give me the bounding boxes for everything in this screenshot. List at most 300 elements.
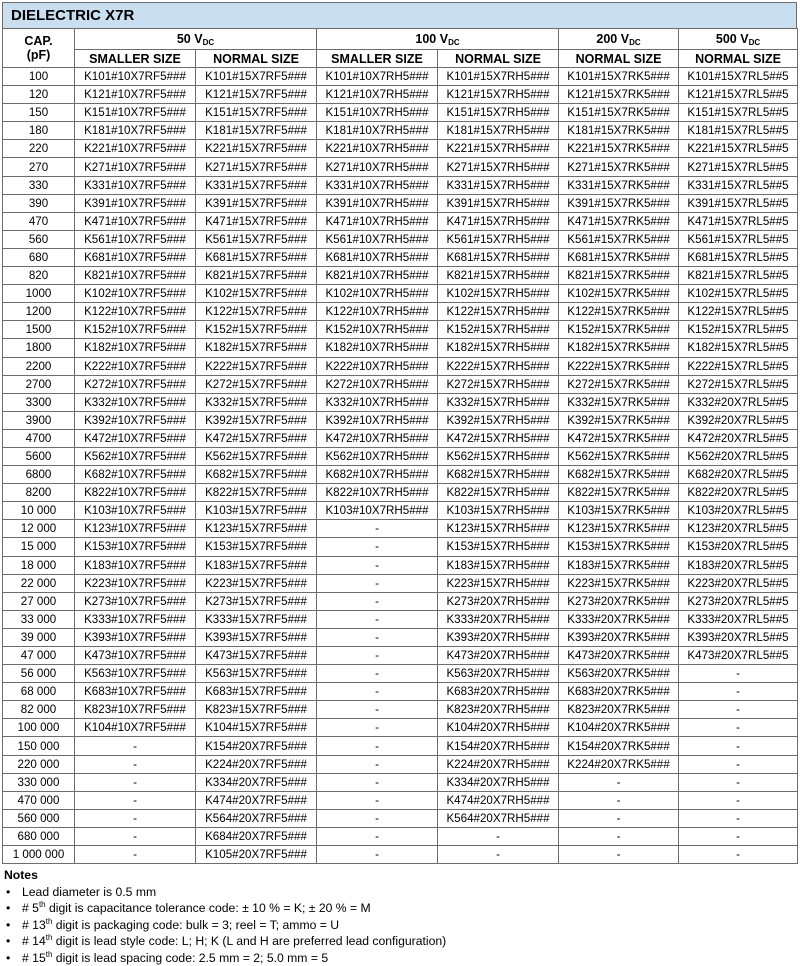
- cap-header-line1: CAP.: [3, 34, 74, 48]
- part-number-cell: -: [438, 827, 559, 845]
- part-number-cell: -: [75, 846, 196, 864]
- part-number-cell: K472#15X7RF5###: [196, 429, 317, 447]
- part-number-cell: K222#15X7RH5###: [438, 357, 559, 375]
- part-number-cell: K122#15X7RF5###: [196, 303, 317, 321]
- part-number-cell: K332#15X7RF5###: [196, 393, 317, 411]
- table-row: [3, 719, 798, 737]
- table-row: [3, 484, 798, 502]
- voltage-unit-sub: DC: [629, 38, 641, 47]
- part-number-cell: K331#10X7RH5###: [317, 176, 438, 194]
- part-number-cell: K681#10X7RH5###: [317, 248, 438, 266]
- part-number-cell: K681#15X7RH5###: [438, 248, 559, 266]
- part-number-cell: K182#10X7RH5###: [317, 339, 438, 357]
- capacitance-cell: 39 000: [3, 628, 75, 646]
- part-number-cell: K823#15X7RF5###: [196, 701, 317, 719]
- part-number-cell: K102#15X7RH5###: [438, 285, 559, 303]
- part-number-cell: K152#15X7RF5###: [196, 321, 317, 339]
- table-row: [3, 104, 798, 122]
- part-number-cell: K682#10X7RH5###: [317, 466, 438, 484]
- capacitance-cell: 100: [3, 68, 75, 86]
- part-number-cell: K681#15X7RK5###: [559, 248, 679, 266]
- part-number-cell: K101#15X7RH5###: [438, 68, 559, 86]
- part-number-cell: K332#10X7RF5###: [75, 393, 196, 411]
- part-number-cell: K121#10X7RF5###: [75, 86, 196, 104]
- voltage-unit: V: [194, 32, 202, 46]
- x7r-table-container: [2, 2, 797, 864]
- note-text: # 13: [22, 918, 46, 932]
- part-number-cell: K821#15X7RH5###: [438, 267, 559, 285]
- part-number-cell: K331#15X7RF5###: [196, 176, 317, 194]
- voltage-value: 100: [415, 32, 436, 46]
- part-number-cell: K471#10X7RH5###: [317, 212, 438, 230]
- part-number-cell: K103#10X7RF5###: [75, 502, 196, 520]
- cap-header-line2: (pF): [3, 48, 74, 62]
- part-number-cell: -: [75, 827, 196, 845]
- size-header: SMALLER SIZE: [317, 50, 438, 68]
- voltage-unit-sub: DC: [448, 38, 460, 47]
- part-number-cell: K272#15X7RF5###: [196, 375, 317, 393]
- part-number-cell: -: [317, 520, 438, 538]
- table-row: [3, 737, 798, 755]
- part-number-cell: K122#15X7RH5###: [438, 303, 559, 321]
- table-body: [3, 68, 798, 864]
- part-number-cell: K151#15X7RH5###: [438, 104, 559, 122]
- part-number-cell: K222#15X7RL5##5: [679, 357, 798, 375]
- part-number-cell: K332#15X7RH5###: [438, 393, 559, 411]
- capacitance-cell: 470 000: [3, 791, 75, 809]
- capacitance-cell: 150: [3, 104, 75, 122]
- note-text: Lead diameter is 0.5 mm: [22, 885, 156, 899]
- table-row: [3, 140, 798, 158]
- table-row: [3, 827, 798, 845]
- table-row: [3, 176, 798, 194]
- part-number-cell: K332#10X7RH5###: [317, 393, 438, 411]
- part-number-cell: K104#20X7RK5###: [559, 719, 679, 737]
- table-row: [3, 393, 798, 411]
- part-number-cell: K221#10X7RH5###: [317, 140, 438, 158]
- table-row: [3, 665, 798, 683]
- part-number-cell: K273#20X7RK5###: [559, 592, 679, 610]
- part-number-cell: K333#10X7RF5###: [75, 610, 196, 628]
- notes-title: Notes: [4, 867, 446, 884]
- part-number-cell: K123#20X7RL5##5: [679, 520, 798, 538]
- part-number-cell: K222#10X7RH5###: [317, 357, 438, 375]
- capacitance-cell: 680: [3, 248, 75, 266]
- part-number-cell: -: [317, 665, 438, 683]
- part-number-cell: K821#10X7RH5###: [317, 267, 438, 285]
- size-header: NORMAL SIZE: [679, 50, 798, 68]
- table-row: [3, 592, 798, 610]
- part-number-cell: K122#15X7RL5##5: [679, 303, 798, 321]
- part-number-cell: -: [317, 737, 438, 755]
- part-number-cell: K105#20X7RF5###: [196, 846, 317, 864]
- part-number-cell: K221#15X7RF5###: [196, 140, 317, 158]
- part-number-cell: -: [317, 773, 438, 791]
- part-number-cell: K223#10X7RF5###: [75, 574, 196, 592]
- part-number-cell: K563#10X7RF5###: [75, 665, 196, 683]
- part-number-cell: K682#15X7RH5###: [438, 466, 559, 484]
- table-row: [3, 339, 798, 357]
- part-number-cell: K822#15X7RK5###: [559, 484, 679, 502]
- table-row: [3, 248, 798, 266]
- table-row: [3, 773, 798, 791]
- capacitance-cell: 180: [3, 122, 75, 140]
- part-number-cell: K152#15X7RK5###: [559, 321, 679, 339]
- part-number-cell: K473#20X7RH5###: [438, 647, 559, 665]
- part-number-cell: -: [317, 791, 438, 809]
- part-number-cell: -: [679, 773, 798, 791]
- part-number-cell: K683#15X7RF5###: [196, 683, 317, 701]
- capacitance-cell: 820: [3, 267, 75, 285]
- part-number-cell: K101#10X7RH5###: [317, 68, 438, 86]
- part-number-cell: K473#10X7RF5###: [75, 647, 196, 665]
- part-number-cell: K224#20X7RF5###: [196, 755, 317, 773]
- part-number-cell: K822#15X7RF5###: [196, 484, 317, 502]
- part-number-cell: K223#15X7RF5###: [196, 574, 317, 592]
- part-number-cell: -: [317, 683, 438, 701]
- part-number-cell: K393#20X7RK5###: [559, 628, 679, 646]
- capacitance-cell: 68 000: [3, 683, 75, 701]
- part-number-cell: -: [679, 791, 798, 809]
- part-number-cell: K183#15X7RF5###: [196, 556, 317, 574]
- note-item: [4, 917, 446, 934]
- part-number-cell: K562#10X7RH5###: [317, 447, 438, 465]
- part-number-cell: K822#20X7RL5##5: [679, 484, 798, 502]
- part-number-cell: K102#10X7RF5###: [75, 285, 196, 303]
- table-row: [3, 158, 798, 176]
- table-row: [3, 466, 798, 484]
- note-sup: th: [46, 917, 53, 926]
- part-number-cell: K123#15X7RF5###: [196, 520, 317, 538]
- voltage-header-100: [317, 29, 559, 50]
- part-number-cell: K331#15X7RL5##5: [679, 176, 798, 194]
- part-number-cell: K473#20X7RL5##5: [679, 647, 798, 665]
- part-number-cell: K102#15X7RL5##5: [679, 285, 798, 303]
- capacitance-cell: 15 000: [3, 538, 75, 556]
- part-number-cell: K222#15X7RF5###: [196, 357, 317, 375]
- part-number-cell: K121#15X7RF5###: [196, 86, 317, 104]
- capacitance-cell: 270: [3, 158, 75, 176]
- capacitance-cell: 2200: [3, 357, 75, 375]
- part-number-cell: K222#15X7RK5###: [559, 357, 679, 375]
- table-row: [3, 267, 798, 285]
- capacitance-cell: 220: [3, 140, 75, 158]
- part-number-cell: K331#10X7RF5###: [75, 176, 196, 194]
- note-text: # 5: [22, 901, 39, 915]
- size-header: NORMAL SIZE: [559, 50, 679, 68]
- capacitance-cell: 1000: [3, 285, 75, 303]
- part-number-cell: K271#10X7RH5###: [317, 158, 438, 176]
- part-number-cell: K821#10X7RF5###: [75, 267, 196, 285]
- part-number-cell: K822#15X7RH5###: [438, 484, 559, 502]
- part-number-cell: K683#10X7RF5###: [75, 683, 196, 701]
- part-number-cell: K391#10X7RH5###: [317, 194, 438, 212]
- table-row: [3, 610, 798, 628]
- part-number-cell: K472#15X7RH5###: [438, 429, 559, 447]
- part-number-cell: K681#10X7RF5###: [75, 248, 196, 266]
- part-number-cell: K393#15X7RF5###: [196, 628, 317, 646]
- note-sup: th: [46, 950, 53, 959]
- part-number-cell: K223#15X7RH5###: [438, 574, 559, 592]
- capacitance-cell: 3300: [3, 393, 75, 411]
- part-number-cell: K333#20X7RH5###: [438, 610, 559, 628]
- part-number-cell: K221#15X7RH5###: [438, 140, 559, 158]
- part-number-cell: K271#15X7RK5###: [559, 158, 679, 176]
- part-number-cell: K561#15X7RH5###: [438, 230, 559, 248]
- part-number-cell: K474#20X7RF5###: [196, 791, 317, 809]
- table-row: [3, 212, 798, 230]
- part-number-cell: K153#20X7RL5##5: [679, 538, 798, 556]
- capacitance-cell: 47 000: [3, 647, 75, 665]
- part-number-cell: K102#15X7RF5###: [196, 285, 317, 303]
- capacitance-cell: 27 000: [3, 592, 75, 610]
- capacitance-cell: 8200: [3, 484, 75, 502]
- part-number-cell: K822#10X7RH5###: [317, 484, 438, 502]
- part-number-cell: K122#15X7RK5###: [559, 303, 679, 321]
- part-number-cell: K221#15X7RL5##5: [679, 140, 798, 158]
- capacitance-cell: 1200: [3, 303, 75, 321]
- voltage-header-500: [679, 29, 798, 50]
- part-number-cell: -: [438, 846, 559, 864]
- table-row: [3, 230, 798, 248]
- part-number-cell: K181#15X7RF5###: [196, 122, 317, 140]
- table-row: [3, 303, 798, 321]
- part-number-cell: K562#15X7RH5###: [438, 447, 559, 465]
- part-number-cell: K273#10X7RF5###: [75, 592, 196, 610]
- part-number-cell: K333#20X7RL5##5: [679, 610, 798, 628]
- part-number-cell: K154#20X7RF5###: [196, 737, 317, 755]
- note-text: digit is lead style code: L; H; K (L and H are preferred lead configuration): [52, 934, 446, 948]
- part-number-cell: -: [559, 827, 679, 845]
- part-number-cell: K123#15X7RH5###: [438, 520, 559, 538]
- part-number-cell: K182#15X7RK5###: [559, 339, 679, 357]
- part-number-cell: -: [75, 755, 196, 773]
- part-number-cell: K822#10X7RF5###: [75, 484, 196, 502]
- part-number-cell: -: [317, 538, 438, 556]
- part-number-cell: -: [679, 665, 798, 683]
- capacitance-cell: 22 000: [3, 574, 75, 592]
- part-number-cell: K271#15X7RL5##5: [679, 158, 798, 176]
- part-number-cell: -: [317, 592, 438, 610]
- table-row: [3, 447, 798, 465]
- part-number-cell: -: [75, 809, 196, 827]
- table-row: [3, 357, 798, 375]
- part-number-cell: K272#15X7RK5###: [559, 375, 679, 393]
- capacitance-cell: 2700: [3, 375, 75, 393]
- part-number-cell: K392#15X7RF5###: [196, 411, 317, 429]
- part-number-cell: K224#20X7RH5###: [438, 755, 559, 773]
- capacitance-cell: 390: [3, 194, 75, 212]
- capacitance-cell: 330: [3, 176, 75, 194]
- table-row: [3, 701, 798, 719]
- part-number-cell: -: [317, 574, 438, 592]
- part-number-cell: K823#20X7RH5###: [438, 701, 559, 719]
- table-row: [3, 846, 798, 864]
- voltage-value: 500: [716, 32, 737, 46]
- part-number-cell: K271#15X7RH5###: [438, 158, 559, 176]
- part-number-cell: K564#20X7RF5###: [196, 809, 317, 827]
- part-number-cell: K471#15X7RH5###: [438, 212, 559, 230]
- voltage-unit-sub: DC: [203, 38, 215, 47]
- part-number-cell: -: [679, 846, 798, 864]
- part-number-cell: K181#15X7RL5##5: [679, 122, 798, 140]
- notes-section: [4, 867, 446, 966]
- part-number-cell: K103#15X7RH5###: [438, 502, 559, 520]
- part-number-cell: -: [559, 846, 679, 864]
- part-number-cell: K332#15X7RK5###: [559, 393, 679, 411]
- capacitance-cell: 82 000: [3, 701, 75, 719]
- part-number-cell: K221#10X7RF5###: [75, 140, 196, 158]
- part-number-cell: K273#20X7RL5##5: [679, 592, 798, 610]
- part-number-cell: K154#20X7RK5###: [559, 737, 679, 755]
- part-number-cell: K121#15X7RK5###: [559, 86, 679, 104]
- part-number-table: [2, 28, 798, 864]
- part-number-cell: K181#15X7RK5###: [559, 122, 679, 140]
- part-number-cell: K273#15X7RF5###: [196, 592, 317, 610]
- part-number-cell: K102#10X7RH5###: [317, 285, 438, 303]
- part-number-cell: K472#10X7RH5###: [317, 429, 438, 447]
- part-number-cell: K392#10X7RH5###: [317, 411, 438, 429]
- part-number-cell: -: [317, 827, 438, 845]
- part-number-cell: K821#15X7RK5###: [559, 267, 679, 285]
- part-number-cell: K101#15X7RK5###: [559, 68, 679, 86]
- voltage-unit: V: [740, 32, 748, 46]
- part-number-cell: -: [679, 683, 798, 701]
- table-row: [3, 194, 798, 212]
- voltage-unit: V: [440, 32, 448, 46]
- part-number-cell: K471#15X7RF5###: [196, 212, 317, 230]
- voltage-unit: V: [621, 32, 629, 46]
- capacitance-cell: 680 000: [3, 827, 75, 845]
- part-number-cell: K152#15X7RH5###: [438, 321, 559, 339]
- part-number-cell: K103#20X7RL5##5: [679, 502, 798, 520]
- part-number-cell: K684#20X7RF5###: [196, 827, 317, 845]
- part-number-cell: K182#15X7RH5###: [438, 339, 559, 357]
- part-number-cell: K471#15X7RL5##5: [679, 212, 798, 230]
- capacitance-cell: 150 000: [3, 737, 75, 755]
- table-row: [3, 809, 798, 827]
- part-number-cell: -: [317, 647, 438, 665]
- part-number-cell: K103#15X7RF5###: [196, 502, 317, 520]
- part-number-cell: K392#10X7RF5###: [75, 411, 196, 429]
- part-number-cell: K332#20X7RL5##5: [679, 393, 798, 411]
- part-number-cell: K391#15X7RL5##5: [679, 194, 798, 212]
- capacitance-cell: 5600: [3, 447, 75, 465]
- part-number-cell: K561#15X7RF5###: [196, 230, 317, 248]
- part-number-cell: K473#20X7RK5###: [559, 647, 679, 665]
- part-number-cell: K104#10X7RF5###: [75, 719, 196, 737]
- part-number-cell: K823#20X7RK5###: [559, 701, 679, 719]
- part-number-cell: -: [679, 755, 798, 773]
- part-number-cell: K104#15X7RF5###: [196, 719, 317, 737]
- part-number-cell: K474#20X7RH5###: [438, 791, 559, 809]
- table-row: [3, 683, 798, 701]
- size-header: NORMAL SIZE: [438, 50, 559, 68]
- part-number-cell: K101#10X7RF5###: [75, 68, 196, 86]
- part-number-cell: K121#10X7RH5###: [317, 86, 438, 104]
- voltage-header-200: [559, 29, 679, 50]
- part-number-cell: K334#20X7RF5###: [196, 773, 317, 791]
- part-number-cell: -: [317, 719, 438, 737]
- part-number-cell: -: [559, 773, 679, 791]
- part-number-cell: K154#20X7RH5###: [438, 737, 559, 755]
- part-number-cell: K681#15X7RL5##5: [679, 248, 798, 266]
- part-number-cell: K223#15X7RK5###: [559, 574, 679, 592]
- part-number-cell: K152#15X7RL5##5: [679, 321, 798, 339]
- table-row: [3, 411, 798, 429]
- table-row: [3, 520, 798, 538]
- table-row: [3, 538, 798, 556]
- part-number-cell: K151#15X7RL5##5: [679, 104, 798, 122]
- voltage-value: 50: [177, 32, 191, 46]
- note-sup: th: [39, 900, 46, 909]
- part-number-cell: K561#10X7RF5###: [75, 230, 196, 248]
- part-number-cell: K331#15X7RH5###: [438, 176, 559, 194]
- part-number-cell: K472#10X7RF5###: [75, 429, 196, 447]
- part-number-cell: -: [317, 610, 438, 628]
- part-number-cell: K273#20X7RH5###: [438, 592, 559, 610]
- capacitance-cell: 33 000: [3, 610, 75, 628]
- part-number-cell: K153#10X7RF5###: [75, 538, 196, 556]
- part-number-cell: K393#20X7RH5###: [438, 628, 559, 646]
- part-number-cell: K183#15X7RH5###: [438, 556, 559, 574]
- part-number-cell: K392#15X7RH5###: [438, 411, 559, 429]
- note-text: # 15: [22, 951, 46, 965]
- part-number-cell: K221#15X7RK5###: [559, 140, 679, 158]
- part-number-cell: K563#20X7RK5###: [559, 665, 679, 683]
- part-number-cell: K682#15X7RF5###: [196, 466, 317, 484]
- capacitance-cell: 4700: [3, 429, 75, 447]
- part-number-cell: -: [559, 791, 679, 809]
- table-row: [3, 574, 798, 592]
- part-number-cell: K682#10X7RF5###: [75, 466, 196, 484]
- part-number-cell: K823#10X7RF5###: [75, 701, 196, 719]
- part-number-cell: K271#15X7RF5###: [196, 158, 317, 176]
- part-number-cell: K182#10X7RF5###: [75, 339, 196, 357]
- capacitance-cell: 6800: [3, 466, 75, 484]
- table-row: [3, 755, 798, 773]
- part-number-cell: K104#20X7RH5###: [438, 719, 559, 737]
- capacitance-cell: 120: [3, 86, 75, 104]
- table-row: [3, 556, 798, 574]
- capacitance-cell: 1800: [3, 339, 75, 357]
- part-number-cell: K183#20X7RL5##5: [679, 556, 798, 574]
- note-text: digit is lead spacing code: 2.5 mm = 2; 5.0 mm = 5: [52, 951, 328, 965]
- voltage-unit-sub: DC: [749, 38, 761, 47]
- part-number-cell: K101#15X7RL5##5: [679, 68, 798, 86]
- part-number-cell: -: [679, 701, 798, 719]
- part-number-cell: K683#20X7RK5###: [559, 683, 679, 701]
- part-number-cell: K391#15X7RH5###: [438, 194, 559, 212]
- note-sup: th: [46, 933, 53, 942]
- table-row: [3, 122, 798, 140]
- capacitance-cell: 560 000: [3, 809, 75, 827]
- part-number-cell: -: [75, 791, 196, 809]
- part-number-cell: K393#20X7RL5##5: [679, 628, 798, 646]
- part-number-cell: K181#10X7RF5###: [75, 122, 196, 140]
- note-text: digit is capacitance tolerance code: ± 10 % = K; ± 20 % = M: [46, 901, 371, 915]
- part-number-cell: -: [679, 827, 798, 845]
- part-number-cell: K563#15X7RF5###: [196, 665, 317, 683]
- part-number-cell: K471#10X7RF5###: [75, 212, 196, 230]
- part-number-cell: K123#15X7RK5###: [559, 520, 679, 538]
- part-number-cell: K562#15X7RK5###: [559, 447, 679, 465]
- part-number-cell: K562#15X7RF5###: [196, 447, 317, 465]
- part-number-cell: K103#15X7RK5###: [559, 502, 679, 520]
- part-number-cell: K123#10X7RF5###: [75, 520, 196, 538]
- part-number-cell: K391#15X7RF5###: [196, 194, 317, 212]
- part-number-cell: K821#15X7RF5###: [196, 267, 317, 285]
